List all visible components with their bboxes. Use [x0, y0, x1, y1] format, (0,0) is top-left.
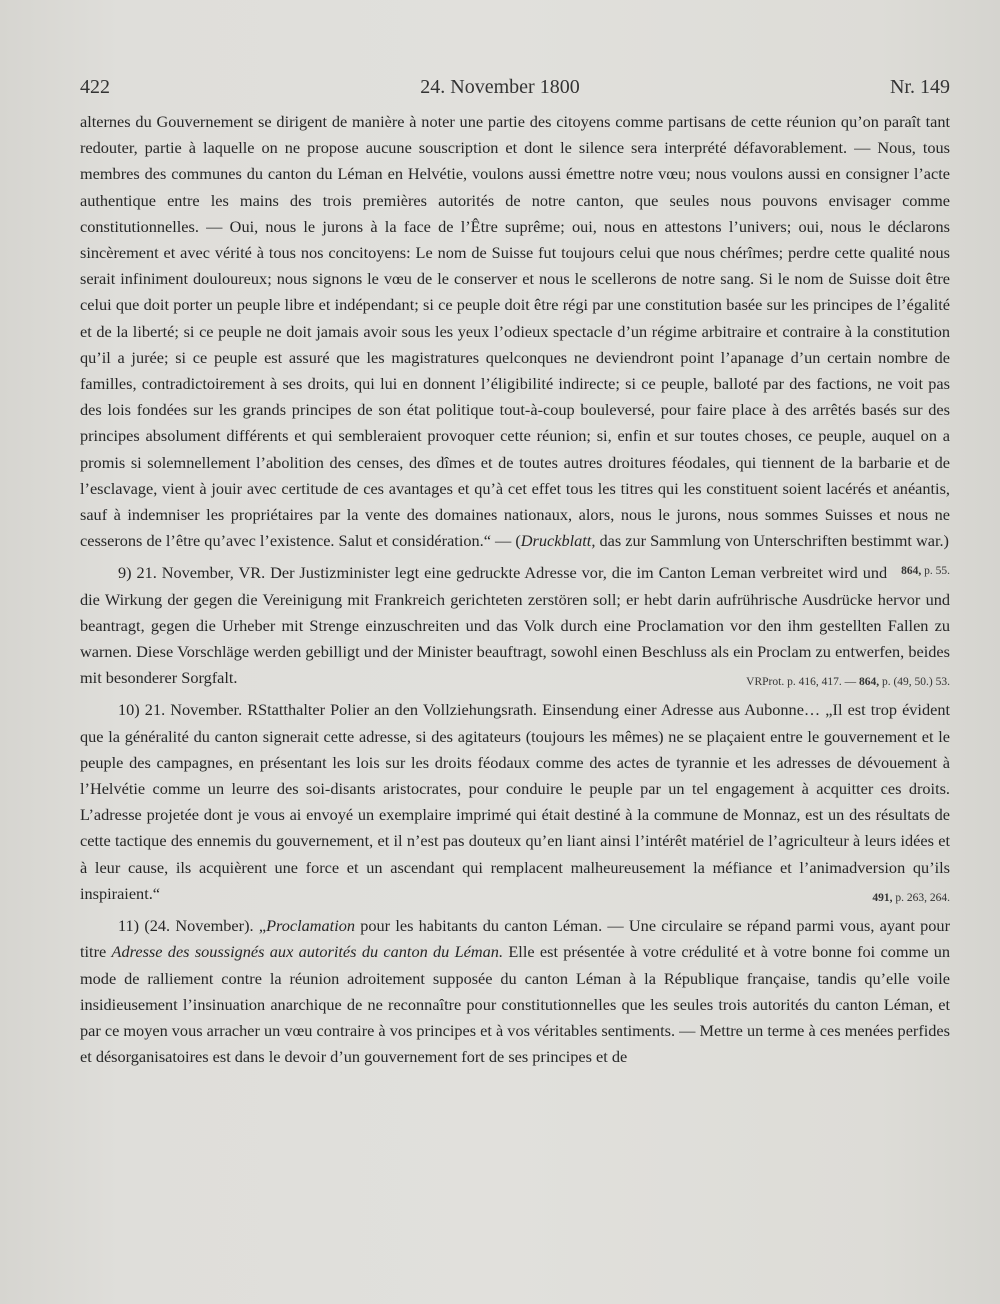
address-title: Adresse des soussignés aux autorités du canton du Léman. — [111, 942, 504, 962]
paragraph-text: alternes du Gouvernement se dirigent de manière à noter une partie des citoyens comme partisans de cette réunion qu’on paraît tant redouter, partie à laquelle on ne propose aucune souscription et dont le silence sera interprété défavorablement. — Nous, tous membres des communes du canton du Léman en Helvétie, voulons aussi émettre notre vœu; nous voulons aussi en consigner l’acte authentique entre les mains des trois premières autorités de notre canton, que seules nous pouvons envisager comme constitutionnelles. — Oui, nous le jurons à la face de l’Être suprême; oui, nous en attestons l’univers; oui, nous le déclarons sincèrement et avec vérité à tous nos concitoyens: Le nom de Suisse fut toujours celui que nous chérîmes; perdre cette qualité nous serait infiniment douloureux; nous signons le vœu de le conserver et nous le scellerons de notre sang. Si le nom de Suisse doit être celui que doit porter un peuple libre et indépendant; si ce peuple doit être régi par une constitution basée sur les principes de l’égalité et de la liberté; si ce peuple ne doit jamais avoir sous les yeux l’odieux spectacle d’un régime arbitraire et contraire à la constitution qu’il a jurée; si ce peuple est assuré que les magistratures quelconques ne deviendront point l’apanage d’un certain nombre de familles, contradictoirement à ses droits, qui lui en donnent l’éligibilité indirecte; si ce peuple, balloté par des factions, ne voit pas des lois fondées sur les grands principes de son état politique tout-à-coup bouleversé, pour faire place à des arrêtés basés sur des principes absolument différents et qui sembleraient provoquer cette réunion; si, enfin et sur toutes choses, ce peuple, auquel on a promis si solemnellement l’abolition des censes, des dîmes et de toutes autres droitures féodales, qui tiennent de la barbarie et de l’esclavage, vient à jouir avec certitude de ces avantages et qu’à cet effet tous les titres qui les constituent soient lacérés et anéantis, sauf à indemniser les propriétaires par la vente des domaines nationaux, alors, nous le jurons, nous sommes Suisses et nous ne cesserons de l’être qu’avec l’existence. Salut et considération.“ — — [80, 112, 950, 551]
proclamation-label: Proclamation — [266, 916, 355, 936]
paragraph-text: 9) 21. November, VR. Der Justizminister legt eine gedruckte Adresse vor, die im Canton Leman verbreitet wird und die Wirkung der gegen die Vereinigung mit Frankreich gerichteten zerstören soll; er hebt darin aufrührische Ausdrücke hervor und beantragt, gegen die Urheber mit Strenge einzuschreiten und das Volk durch eine Proclamation vor den ihm gestellten Fallen zu warnen. Diese Vorschläge werden gebilligt und der Minister beauftragt, sowohl einen Beschluss als ein Proclam zu entwerfen, beides mit besonderer Sorgfalt. — [80, 563, 950, 688]
page-number: 422 — [80, 76, 110, 98]
source-reference: 864, p. 55. — [901, 565, 950, 578]
druckblatt-label: Druckblatt, — [520, 531, 596, 551]
body-text — [80, 109, 950, 1070]
paragraph-text: 10) 21. November. RStatthalter Polier an den Vollziehungsrath. Einsendung einer Adresse aus Aubonne… „Il est trop évident que la généralité du canton signerait cette adresse, si des agitateurs (toujours les mêmes) ne se plaçaient entre le gouvernement et le peuple des campagnes, en présentant les lois sur les droits féodaux comme des actes de tyrannie et les adresses de dévouement à l’Helvétie comme un leurre des soi-disants aristocrates, pour conduire le peuple par un tel engagement à acquitter ces droits. L’adresse projetée dont je vous ai envoyé un exemplaire imprimé qui était destiné à la commune de Monnaz, est un des résultats de cette tactique des ennemis du gouvernement, et il n’est pas douteux qu’en liant ainsi l’intérêt matériel de l’agriculteur à leurs idées et à leur cause, ils acquièrent une force et un ascendant qui remplacent malheureusement la méfiance et l’animadversion qu’ils inspiraient.“ — [80, 700, 950, 903]
source-reference: VRProt. p. 416, 417. — 864, p. (49, 50.) 53. — [746, 676, 950, 689]
paragraph-11: 11) (24. November). „Proclamation pour les habitants du canton Léman. — Une circulaire se répand parmi vous, ayant pour titre Adresse des soussignés aux autorités du canton du Léman. Elle est présentée à votre crédulité et à votre bonne foi comme un mode de ralliement contre la réunion adroitement supposée du canton Léman à la République française, tandis qu’elle voile insidieusement l’insinuation anarchique de ne reconnaître pour constitutionnelles que les seules trois autorités du canton Léman, et par ce moyen vous arracher un vœu contraire à vos principes et à vos véritables sentiments. — Mettre un terme à ces menées perfides et désorganisatoires est dans le devoir d’un gouvernement fort de ses principes et de — [80, 916, 951, 1067]
entry-number: Nr. 149 — [889, 76, 950, 98]
source-reference: 491, p. 263, 264. — [872, 891, 950, 904]
paragraph-9 — [80, 560, 950, 691]
paragraph-continuation — [80, 109, 950, 578]
paragraph-tail: (Druckblatt, das zur Sammlung von Unterschriften bestimmt war.) — [515, 531, 949, 551]
running-header — [80, 76, 950, 99]
header-date: 24. November 1800 — [420, 76, 580, 98]
paragraph-10 — [80, 697, 950, 907]
